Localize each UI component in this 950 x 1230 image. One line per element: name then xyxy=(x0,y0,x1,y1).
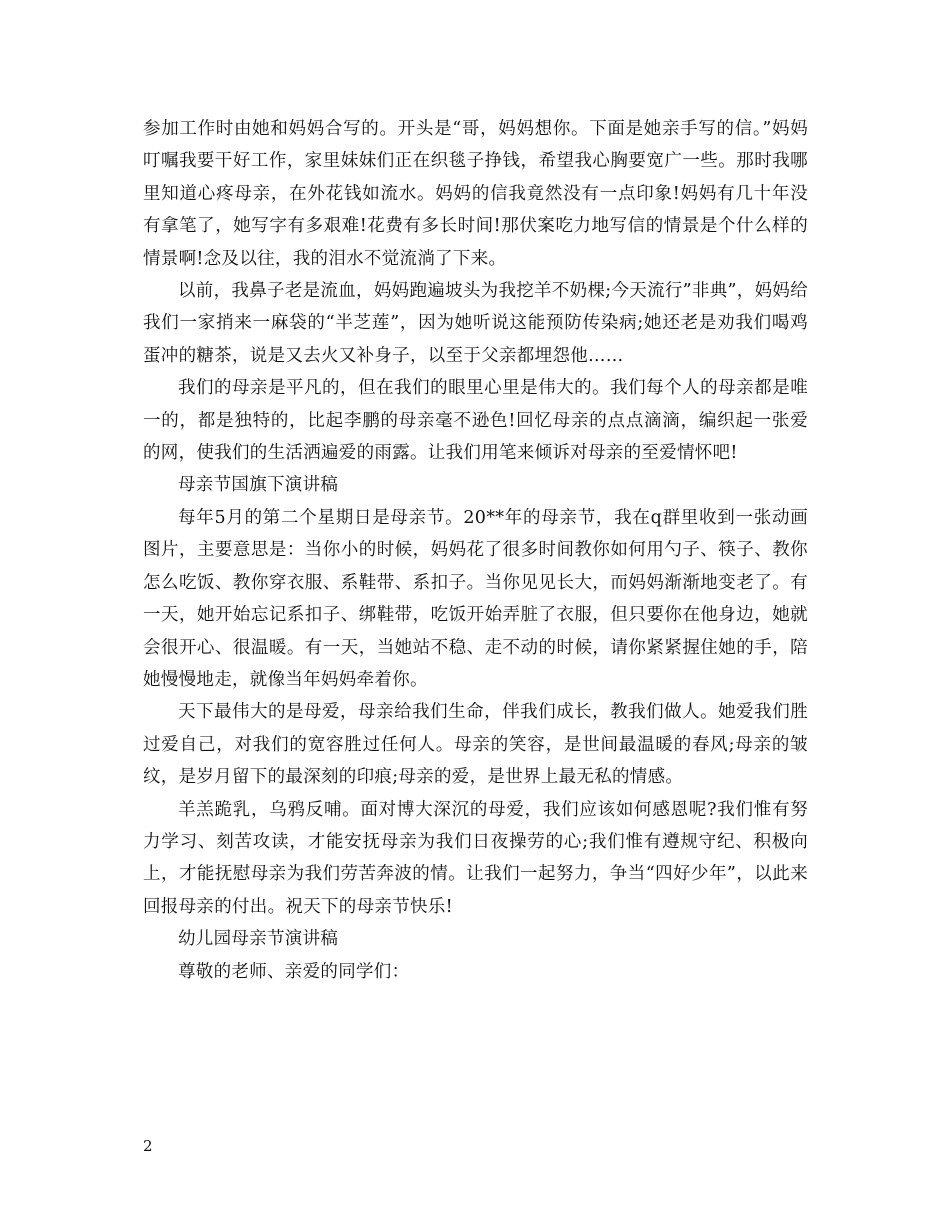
section-heading-kindergarten-speech: 幼儿园母亲节演讲稿 xyxy=(178,929,339,950)
paragraph-salutation: 尊敬的老师、亲爱的同学们： xyxy=(178,961,410,982)
section-heading-flag-speech: 母亲节国旗下演讲稿 xyxy=(178,475,339,496)
paragraph-gratitude: 羊羔跪乳，乌鸦反哺。面对博大深沉的母爱，我们应该如何感恩呢?我们惟有努力学习、刻苦攻读，才能安抚母亲为我们日夜操劳的心;我们惟有遵规守纪、积极向上，才能抚慰母亲为我们劳苦奔波的情。让我们一起努力，争当“四好少年”，以此来回报母亲的付出。祝天下的母亲节快乐! xyxy=(143,799,808,917)
paragraph-mothers-day-picture: 每年5月的第二个星期日是母亲节。20**年的母亲节，我在q群里收到一张动画图片，主要意思是：当你小的时候，妈妈花了很多时间教你如何用勺子、筷子、教你怎么吃饭、教你穿衣服、系鞋带、系扣子。当你见见长大，而妈妈渐渐地变老了。有一天，她开始忘记系扣子、绑鞋带，吃饭开始弄脏了衣服，但只要你在他身边，她就会很开心、很温暖。有一天，当她站不稳、走不动的时候，请你紧紧握住她的手，陪她慢慢地走，就像当年妈妈牵着你。 xyxy=(143,507,808,690)
paragraph-ordinary-mother: 我们的母亲是平凡的，但在我们的眼里心里是伟大的。我们每个人的母亲都是唯一的，都是独特的，比起李鹏的母亲毫不逊色!回忆母亲的点点滴滴，编织起一张爱的网，使我们的生活洒遍爱的雨露。让我们用笔来倾诉对母亲的至爱情怀吧! xyxy=(143,378,808,464)
paragraph-childhood-memories: 以前，我鼻子老是流血，妈妈跑遍坡头为我挖羊不奶棵;今天流行”非典”，妈妈给我们一家捎来一麻袋的“半芝莲”，因为她听说这能预防传染病;她还老是劝我们喝鸡蛋冲的糖茶，说是又去火又补身子，以至于父亲都埋怨他…… xyxy=(143,281,808,366)
document-body xyxy=(143,113,808,988)
paragraph-greatest-love: 天下最伟大的是母爱，母亲给我们生命，伴我们成长，教我们做人。她爱我们胜过爱自己，对我们的宽容胜过任何人。母亲的笑容，是世间最温暖的春风;母亲的皱纹，是岁月留下的最深刻的印痕;母亲的爱，是世界上最无私的情感。 xyxy=(143,702,808,788)
paragraph-continued-letter: 参加工作时由她和妈妈合写的。开头是“哥，妈妈想你。下面是她亲手写的信。”妈妈叮嘱我要干好工作，家里妹妹们正在织毯子挣钱，希望我心胸要宽广一些。那时我哪里知道心疼母亲，在外花钱如流水。妈妈的信我竟然没有一点印象!妈妈有几十年没有拿笔了，她写字有多艰难!花费有多长时间!那伏案吃力地写信的情景是个什么样的情景啊!念及以往，我的泪水不觉流淌了下来。 xyxy=(143,119,808,269)
page-number: 2 xyxy=(143,1137,153,1155)
